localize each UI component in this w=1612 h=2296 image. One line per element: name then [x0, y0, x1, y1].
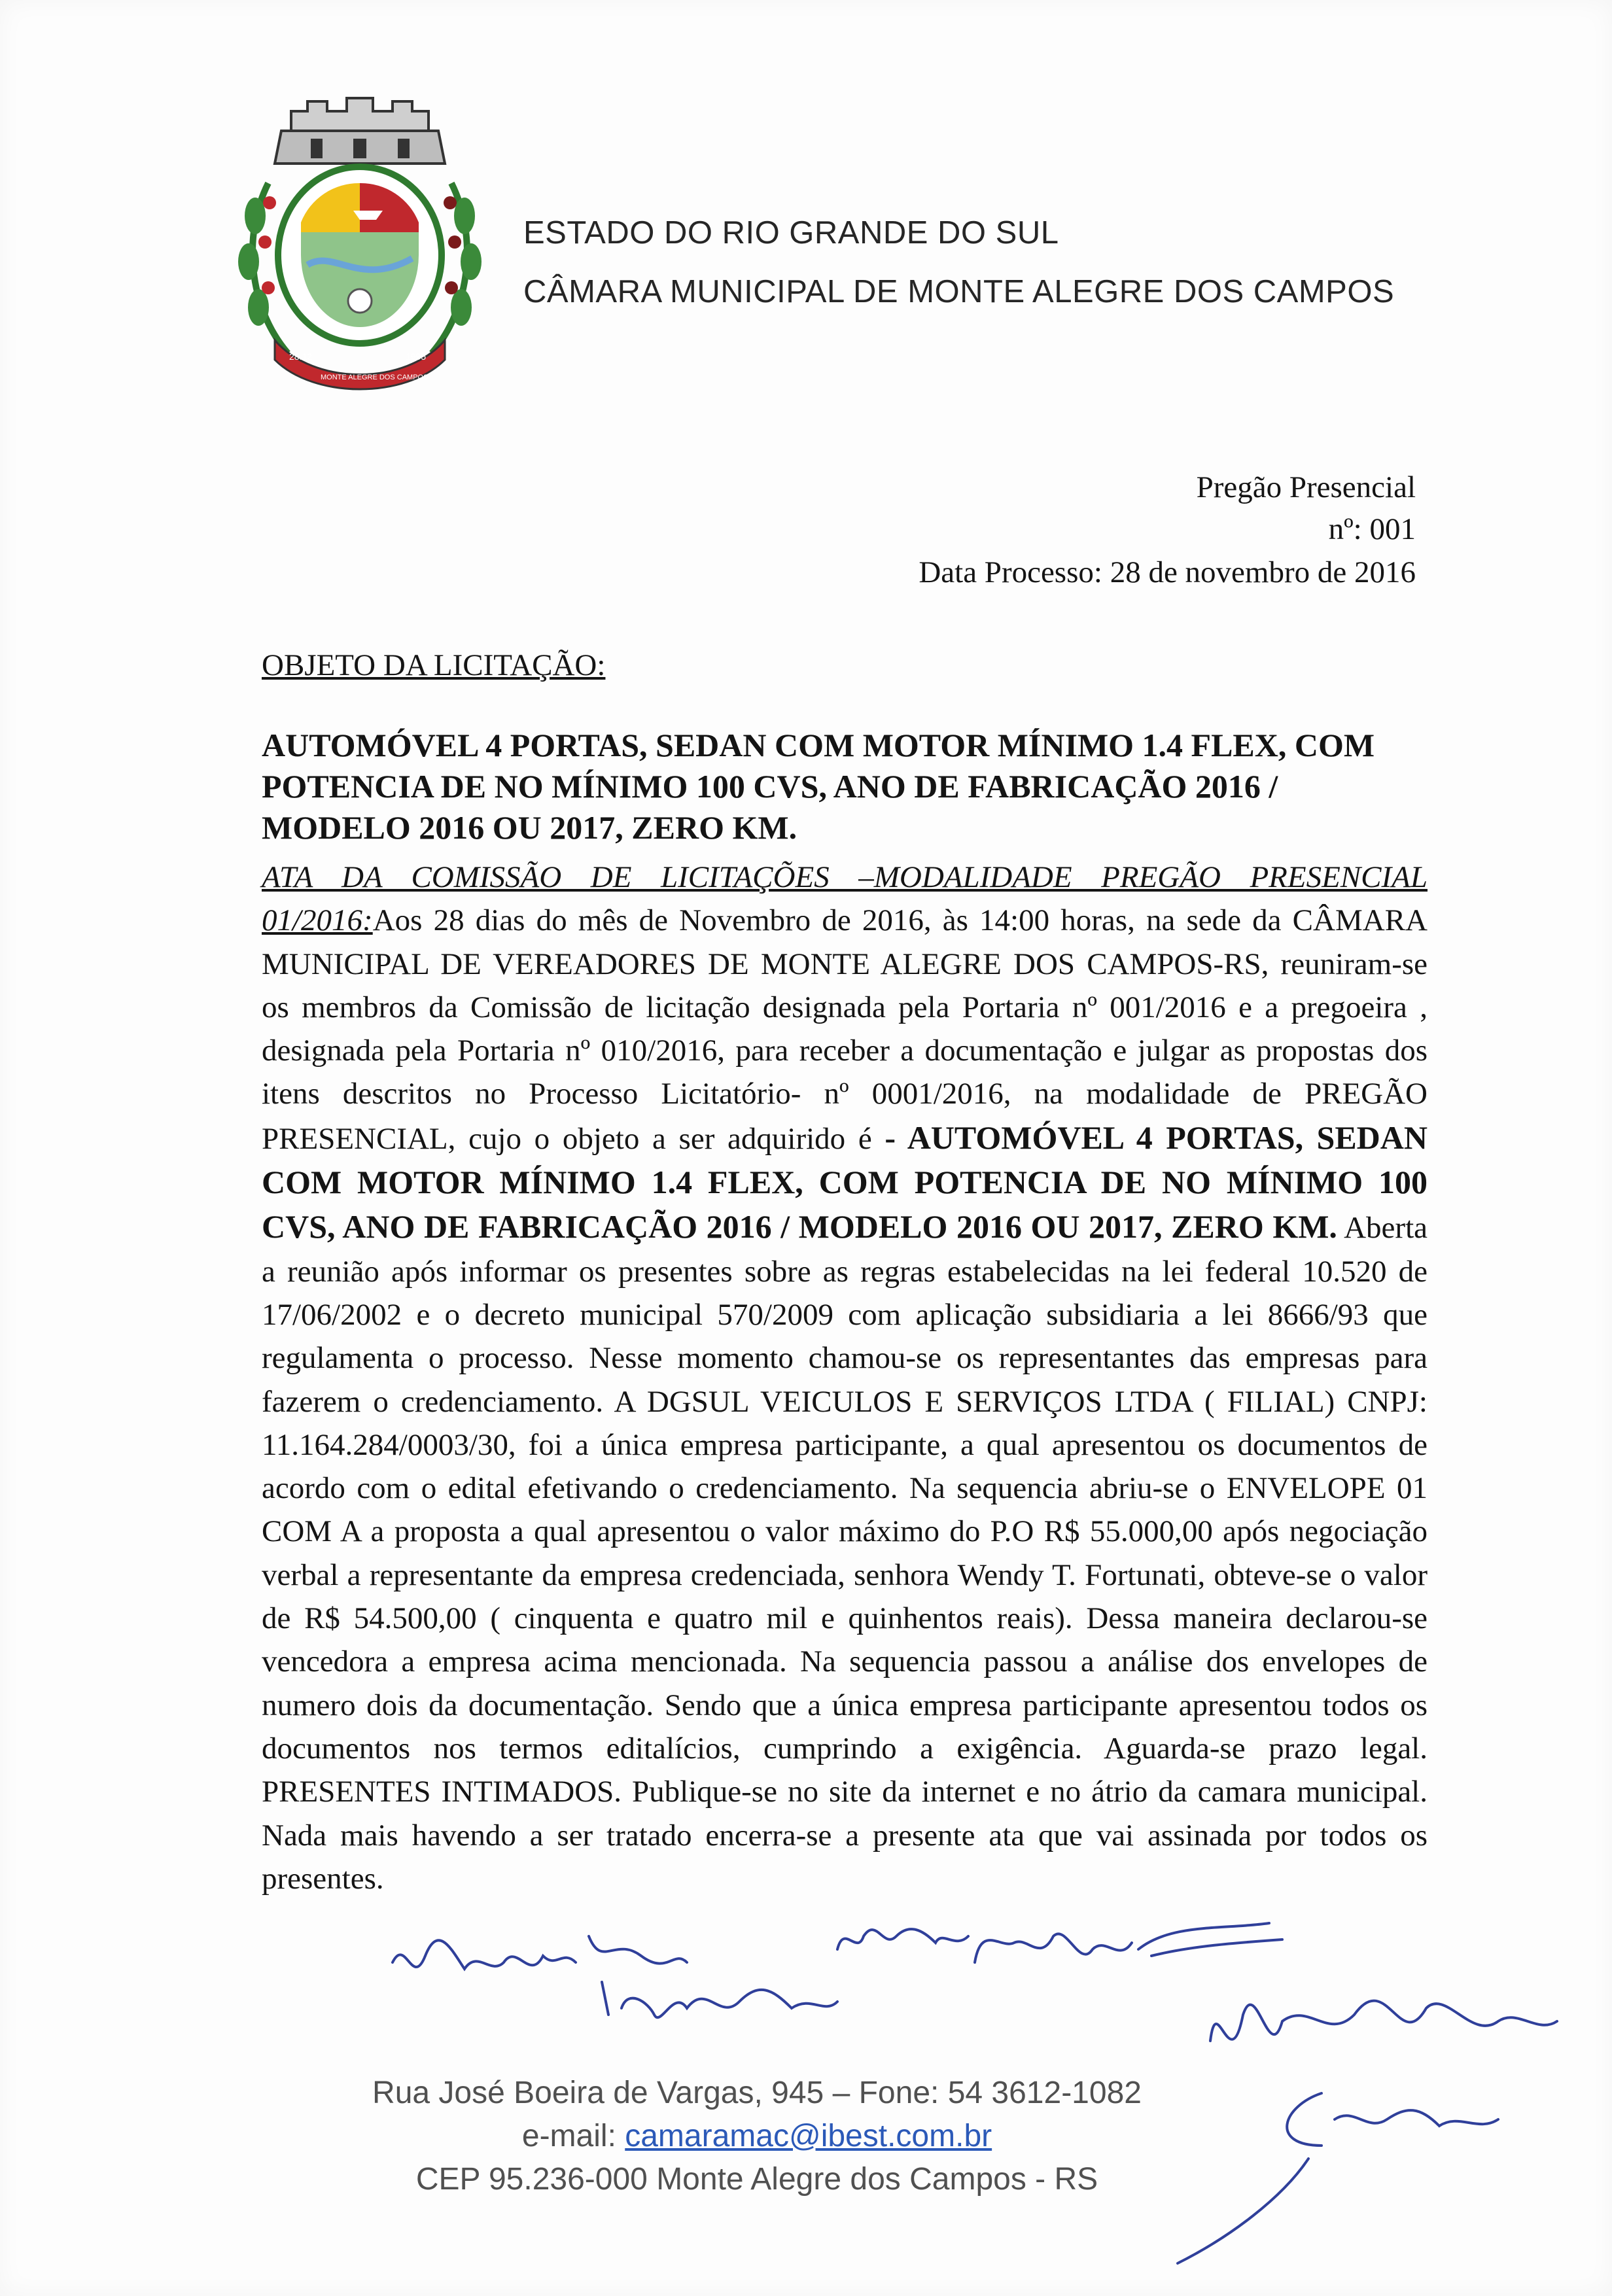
state-name-heading: ESTADO DO RIO GRANDE DO SUL	[523, 215, 1059, 251]
modality-label: Pregão Presencial	[1196, 470, 1416, 504]
process-date: Data Processo: 28 de novembro de 2016	[919, 555, 1416, 589]
minutes-title: ATA DA COMISSÃO DE LICITAÇÕES –MODALIDADE PREGÃO PRESENCIAL 01/2016:	[262, 860, 1428, 938]
municipal-coat-of-arms-logo	[229, 92, 491, 399]
signature-wendy	[1210, 2001, 1557, 2041]
signature-marcos	[837, 1929, 968, 1949]
minutes-object-bold: - AUTOMÓVEL 4 PORTAS, SEDAN COM MOTOR MÍNIMO 1.4 FLEX, COM POTENCIA DE NO MÍNIMO 100 CVS, ANO DE FABRICAÇÃO 2016 / MODELO 2016 OU 2017, ZERO KM.	[262, 1119, 1428, 1245]
crest-ribbon-center-text: MONTE ALEGRE DOS CAMPOS	[321, 374, 429, 381]
process-number: nº: 001	[1328, 512, 1416, 546]
minutes-paragraph	[262, 856, 1428, 1900]
mural-crown-icon	[275, 98, 445, 164]
footer-email-label: e-mail:	[521, 2119, 625, 2153]
chamber-name-heading: CÂMARA MUNICIPAL DE MONTE ALEGRE DOS CAMPOS	[523, 274, 1395, 309]
footer-email-link[interactable]: camaramac@ibest.com.br	[625, 2119, 992, 2153]
signature-pablo	[975, 1934, 1132, 1962]
object-description: AUTOMÓVEL 4 PORTAS, SEDAN COM MOTOR MÍNIMO 1.4 FLEX, COM POTENCIA DE NO MÍNIMO 100 CVS, ANO DE FABRICAÇÃO 2016 / MODELO 2016 OU 2017, ZERO KM.	[262, 727, 1375, 846]
footer-address: Rua José Boeira de Vargas, 945 – Fone: 54 3612-1082	[372, 2076, 1142, 2110]
shield-icon	[278, 167, 442, 343]
minutes-rest: Aberta a reunião após informar os presentes sobre as regras estabelecidas na lei federal 10.520 de 17/06/2002 e o decreto municipal 570/2009 com aplicação subsidiaria a lei 8666/93 que regulamenta o processo. Nesse momento chamou-se os representantes das empresas para fazerem o credenciamento. A DGSUL VEICULOS E SERVIÇOS LTDA ( FILIAL) CNPJ: 11.164.284/0003/30, foi a única empresa participante, a qual apresentou os documentos de acordo com o edital efetivando o credenciamento. Na sequencia abriu-se o ENVELOPE 01 COM A a proposta a qual apresentou o valor máximo do P.O R$ 55.000,00 após negociação verbal a representante da empresa credenciada, senhora Wendy T. Fortunati, obteve-se o valor de R$ 54.500,00 ( cinquenta e quatro mil e quinhentos reais). Dessa maneira declarou-se vencedora a empresa acima mencionada. Na sequencia passou a análise dos envelopes de numero dois da documentação. Sendo que a única empresa participante apresentou todos os documentos nos termos editalícios, cumprindo a exigência. Aguarda-se prazo legal. PRESENTES INTIMADOS. Publique-se no site da internet e no átrio da camara municipal. Nada mais havendo a ser tratado encerra-se a presente ata que vai assinada por todos os presentes.	[262, 1211, 1428, 1896]
object-heading: OBJETO DA LICITAÇÃO:	[262, 648, 606, 682]
footer-email-line	[0, 2118, 1563, 2154]
crest-ribbon	[275, 340, 445, 389]
crest-ribbon-left-text: 28.12	[289, 351, 313, 362]
crest-ribbon-right-text: 1995	[406, 351, 427, 362]
signature-valdemir	[393, 1936, 687, 1969]
signature-iolis-rossi	[602, 1982, 837, 2017]
footer-cep: CEP 95.236-000 Monte Alegre dos Campos - RS	[415, 2162, 1098, 2197]
signature-line-flourish	[1138, 1923, 1282, 1956]
minutes-intro: Aos 28 dias do mês de Novembro de 2016, às 14:00 horas, na sede da CÂMARA MUNICIPAL DE VEREADORES DE MONTE ALEGRE DOS CAMPOS-RS, reuniram-se os membros da Comissão de licitação designada pela Portaria nº 001/2016 e a pregoeira , designada pela Portaria nº 010/2016, para receber a documentação e julgar as propostas dos itens descritos no Processo Licitatório- nº 0001/2016, na modalidade de PREGÃO PRESENCIAL, cujo o objeto a ser adquirido é	[262, 903, 1428, 1156]
